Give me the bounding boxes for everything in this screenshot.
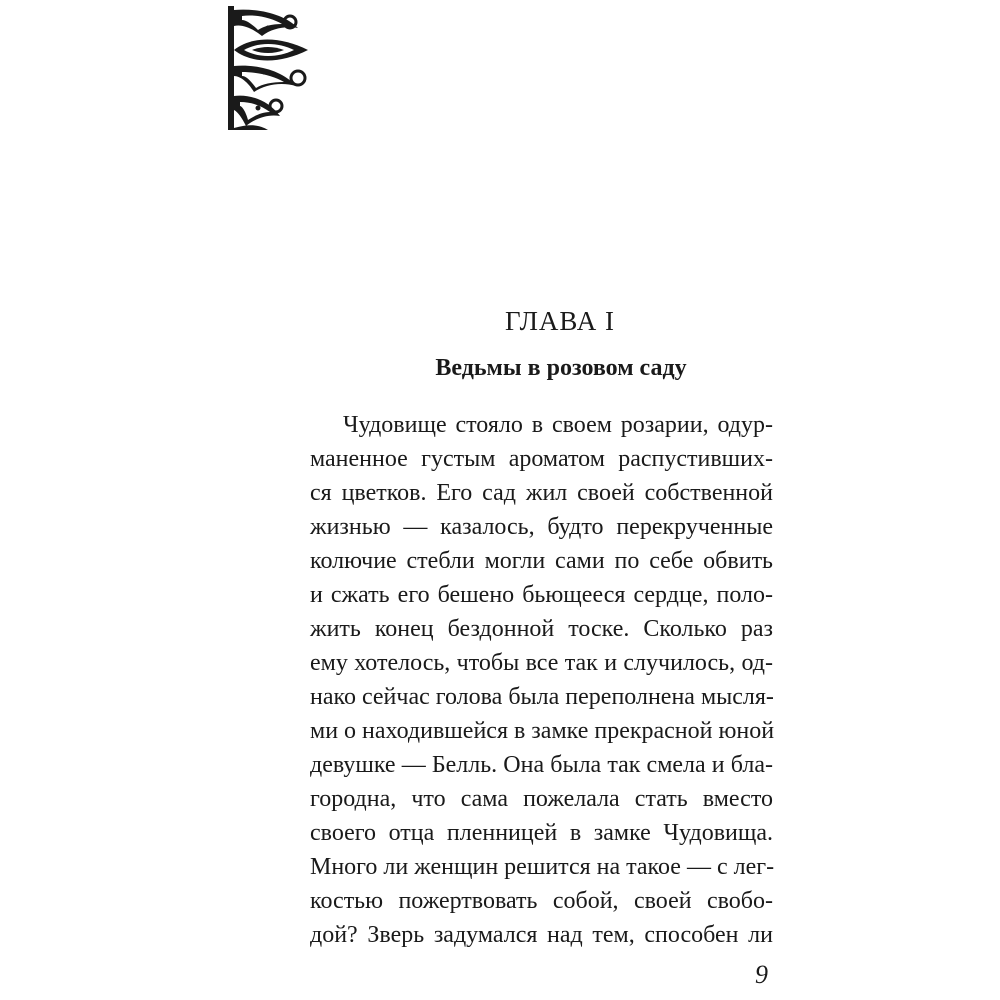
text-line: маненное густым ароматом распустивших-	[310, 446, 773, 472]
body-paragraph	[310, 408, 773, 952]
text-line: ему хотелось, чтобы все так и случилось, од-	[310, 650, 773, 676]
text-line: жить конец бездонной тоске. Сколько раз	[310, 616, 773, 642]
text-line: костью пожертвовать собой, своей свобо-	[310, 888, 773, 914]
chapter-title: Ведьмы в розовом саду	[435, 355, 687, 381]
text-line: Чудовище стояло в своем розарии, одур-	[343, 412, 773, 438]
text-line: дой? Зверь задумался над тем, способен ли	[310, 922, 773, 948]
text-line: жизнью — казалось, будто перекрученные	[310, 514, 773, 540]
text-line: ми о находившейся в замке прекрасной юной	[310, 718, 775, 744]
text-line: своего отца пленницей в замке Чудовища.	[310, 820, 773, 846]
chapter-number: ГЛАВА I	[505, 306, 615, 336]
text-line: нако сейчас голова была переполнена мысля-	[310, 684, 774, 710]
text-line: и сжать его бешено бьющееся сердце, поло-	[310, 582, 773, 608]
text-line: Много ли женщин решится на такое — с лег-	[310, 854, 775, 880]
text-line: городна, что сама пожелала стать вместо	[310, 786, 773, 812]
floral-corner-ornament-icon	[228, 6, 312, 130]
text-line: колючие стебли могли сами по себе обвить	[310, 548, 773, 574]
text-line: ся цветков. Его сад жил своей собственной	[310, 480, 773, 506]
text-line: девушке — Белль. Она была так смела и бла-	[310, 752, 773, 778]
page-number: 9	[755, 960, 768, 989]
